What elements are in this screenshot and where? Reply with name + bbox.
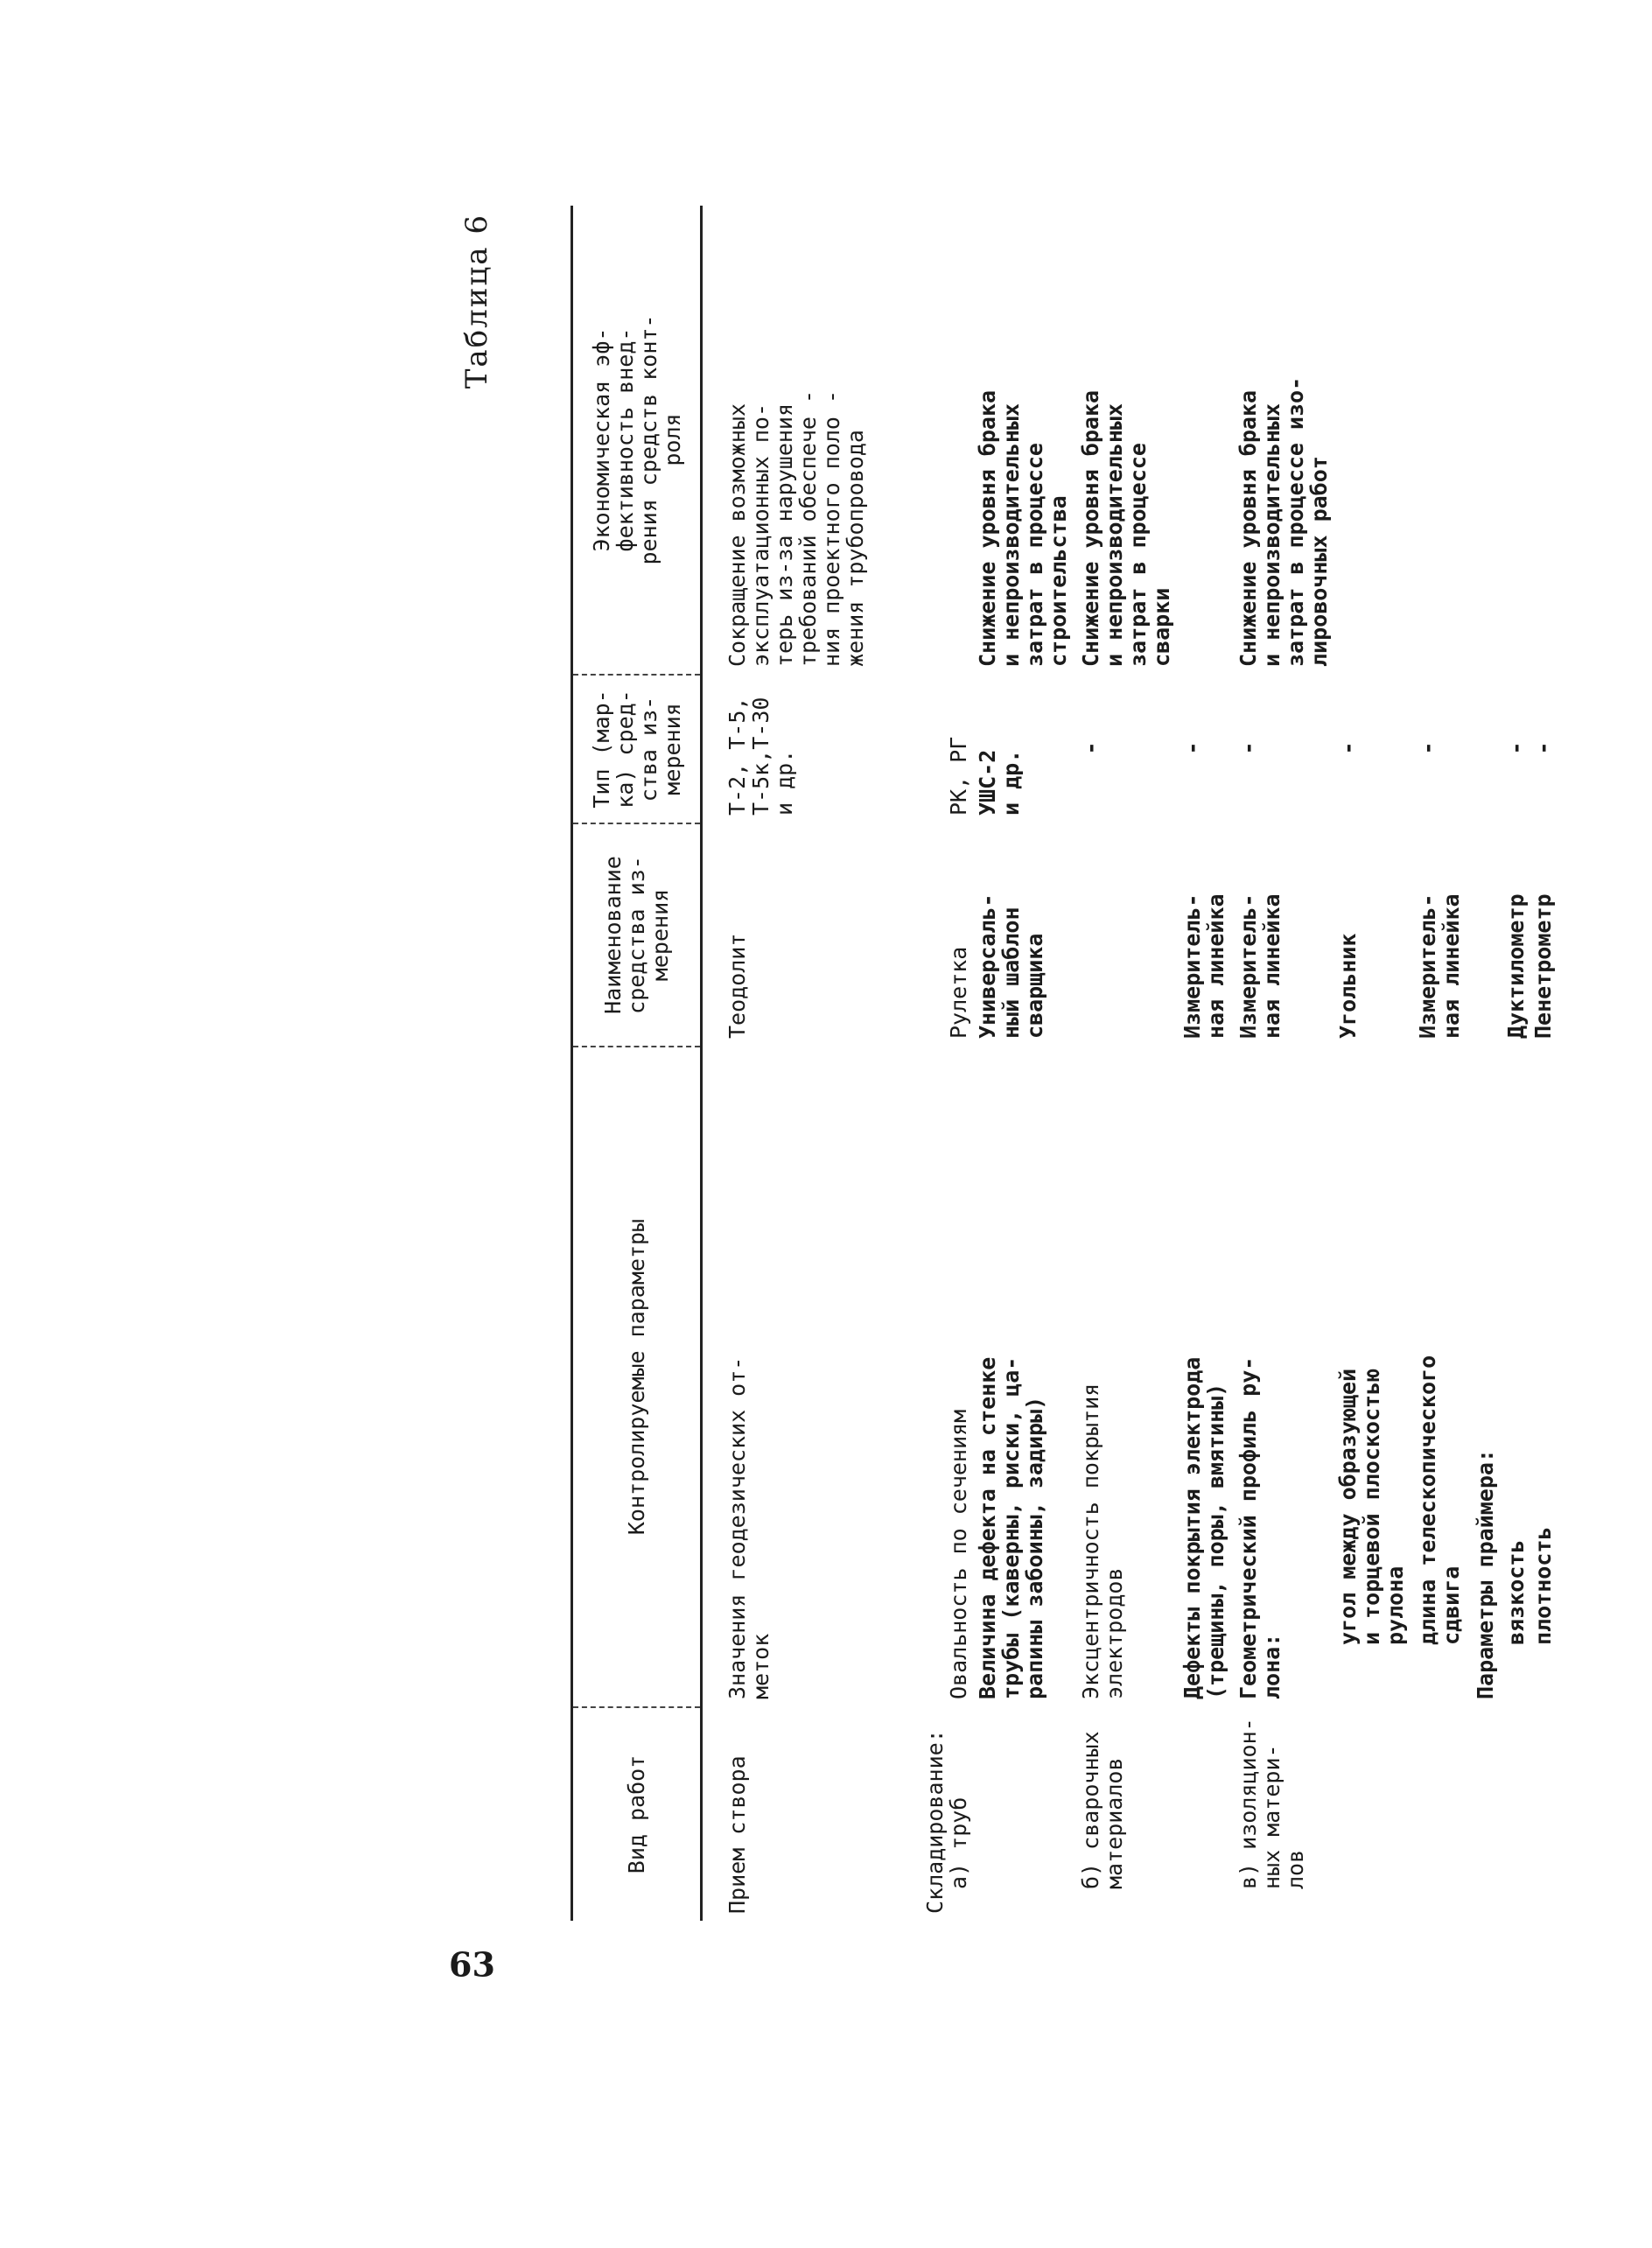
tip-cell: - bbox=[1078, 741, 1103, 755]
parametr-cell: вязкость bbox=[1503, 1539, 1529, 1645]
tip-cell: - bbox=[1530, 741, 1556, 755]
effekt-cell: Снижение уровня брака и непроизводительных затрат в процессе изо- лировочных работ bbox=[1236, 376, 1332, 667]
table-row bbox=[1416, 206, 1463, 1921]
effekt-cell: Сокращение возможных эксплуатационных по- терь из-за нарушения требований обеспече - ния проектного поло - жения трубопровода bbox=[724, 389, 868, 667]
header-effekt: Экономическая эф- фективность внед- рения средств конт- роля bbox=[588, 314, 685, 565]
table-row bbox=[1180, 206, 1228, 1921]
header-vid-rabot: Вид работ bbox=[573, 1706, 700, 1921]
sredstvo-cell: Угольник bbox=[1335, 933, 1361, 1039]
sredstvo-cell: Дуктилометр bbox=[1503, 893, 1529, 1039]
parametr-cell: угол между образующей и торцевой плоскостью рулона bbox=[1335, 1368, 1408, 1645]
parametr-cell: Величина дефекта на стенке трубы (каверны, риски, ца- рапины забоины, задиры) bbox=[975, 1356, 1047, 1699]
table-row bbox=[976, 206, 1070, 1921]
table-row bbox=[947, 206, 970, 1921]
header-naimenovanie: Наименование средства из- мерения bbox=[573, 823, 700, 1046]
effekt-cell: Снижение уровня брака и непроизводительных затрат в процессе сварки bbox=[1078, 389, 1174, 667]
vid-rabot-cell: в) изоляцион- ных матери- лов bbox=[1236, 1718, 1308, 1889]
tip-cell: УШС-2 и др. bbox=[975, 749, 1024, 816]
table-caption: Таблица 6 bbox=[459, 214, 494, 389]
tip-cell: - bbox=[1335, 741, 1361, 755]
parametr-cell: Параметры праймера: bbox=[1473, 1449, 1498, 1699]
vid-rabot-cell: Складирование: bbox=[922, 1729, 948, 1914]
page-number: 63 bbox=[449, 1944, 495, 1985]
tip-cell: - bbox=[1415, 741, 1440, 755]
tip-cell: Т-2, Т-5, Т-5к,Т-30 и др. bbox=[724, 697, 797, 816]
sredstvo-cell: Теодолит bbox=[724, 933, 750, 1039]
table-header bbox=[570, 206, 703, 1921]
tip-cell: - bbox=[1503, 741, 1529, 755]
parametr-cell: Геометрический профиль ру- лона: bbox=[1236, 1356, 1284, 1699]
effekt-cell: Снижение уровня брака и непроизводительных затрат в процессе строительства bbox=[975, 389, 1071, 667]
vid-rabot-cell: б) сварочных материалов bbox=[1078, 1731, 1127, 1889]
parametr-cell: плотность bbox=[1530, 1526, 1556, 1645]
header-tip: Тип (мар- ка) сред- ства из- мерения bbox=[573, 674, 700, 823]
parametr-cell: Овальность по сечениям bbox=[946, 1409, 971, 1699]
parametr-cell: Значения геодезических от- меток bbox=[724, 1356, 774, 1699]
parametr-cell: Эксцентричность покрытия электродов bbox=[1078, 1383, 1127, 1699]
table-row bbox=[1336, 206, 1407, 1921]
tip-cell: - bbox=[1180, 741, 1205, 755]
sredstvo-cell: Измеритель- ная линейка bbox=[1180, 893, 1228, 1039]
rotated-page bbox=[449, 198, 1556, 2096]
table-row bbox=[923, 206, 947, 1921]
header-parametry: Контролируемые параметры bbox=[573, 1046, 700, 1706]
table-row bbox=[725, 206, 867, 1921]
table-row bbox=[1474, 206, 1497, 1921]
sredstvo-cell: Рулетка bbox=[946, 946, 971, 1039]
parametr-cell: длина телескопического сдвига bbox=[1415, 1355, 1464, 1645]
tip-cell: - bbox=[1236, 741, 1261, 755]
table-row bbox=[1531, 206, 1555, 1921]
vid-rabot-cell: а) труб bbox=[946, 1796, 971, 1889]
sredstvo-cell: Универсаль- ный шаблон сварщика bbox=[975, 893, 1047, 1039]
table-row bbox=[1079, 206, 1173, 1921]
sredstvo-cell: Пенетрометр bbox=[1530, 893, 1556, 1039]
table-row bbox=[1504, 206, 1528, 1921]
vid-rabot-cell: Прием створа bbox=[724, 1755, 750, 1914]
sredstvo-cell: Измеритель- ная линейка bbox=[1415, 893, 1464, 1039]
inspection-table bbox=[570, 206, 1555, 1921]
tip-cell: РК, РГ bbox=[946, 736, 971, 816]
sredstvo-cell: Измеритель- ная линейка bbox=[1236, 893, 1284, 1039]
table-row bbox=[1236, 206, 1331, 1921]
parametr-cell: Дефекты покрытия электрода (трещины, поры, вмятины) bbox=[1180, 1356, 1228, 1699]
